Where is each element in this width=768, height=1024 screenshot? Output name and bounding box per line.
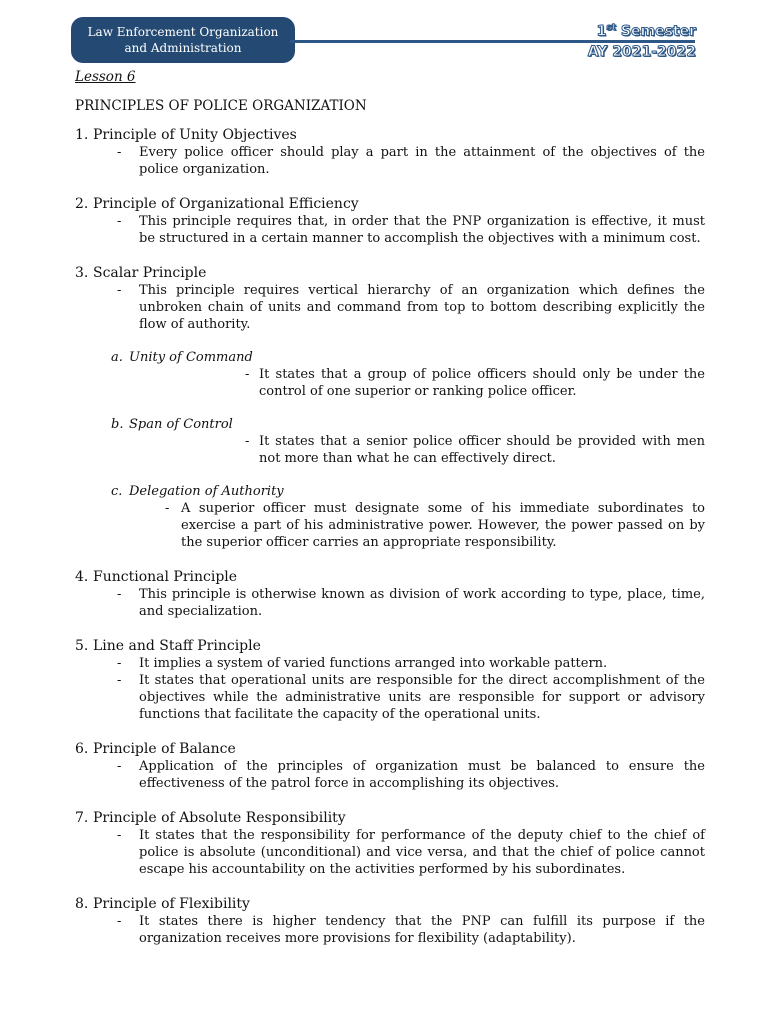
section-number: 6. [75, 741, 89, 757]
subsection-span-of-control [75, 416, 705, 467]
dash-marker: - [117, 145, 122, 160]
dash-marker: - [165, 501, 170, 516]
bullet-text: It states that operational units are responsible for the direct accomplishment of the objectives while the administrative units are responsible for support or advisory functions that facilitate the capacity of the operational units. [139, 673, 705, 722]
section-number: 3. [75, 265, 89, 281]
section-heading [75, 637, 705, 655]
section-number: 8. [75, 896, 89, 912]
dash-marker: - [117, 656, 122, 671]
section-number: 2. [75, 196, 89, 212]
academic-year: AY 2021-2022 [587, 44, 696, 60]
bullet-text: It states that a group of police officers should only be under the control of one superior or ranking police officer. [259, 367, 705, 399]
semester-number: 1 [596, 23, 607, 40]
bullet-text: It implies a system of varied functions arranged into workable pattern. [139, 656, 608, 671]
dash-marker: - [117, 214, 122, 229]
bullet-text: Every police officer should play a part in the attainment of the objectives of the police organization. [139, 145, 705, 177]
subsection-title: Span of Control [129, 417, 233, 432]
subsection-heading [111, 416, 705, 433]
bullet-item [75, 586, 705, 620]
dash-marker: - [117, 914, 122, 929]
section-title: Scalar Principle [93, 265, 207, 281]
section-6 [75, 740, 705, 792]
section-8 [75, 895, 705, 947]
section-heading [75, 568, 705, 586]
subsection-title: Delegation of Authority [129, 484, 284, 499]
section-number: 1. [75, 127, 89, 143]
subsection-heading [111, 483, 705, 500]
bullet-text: This principle requires that, in order that the PNP organization is effective, it must be structured in a certain manner to accomplish the objectives with a minimum cost. [139, 214, 705, 246]
section-heading [75, 126, 705, 144]
bullet-text: A superior officer must designate some of his immediate subordinates to exercise a part of his administrative power. However, the power passed on by the superior officer carries an appropriate responsibility. [181, 501, 705, 550]
section-5 [75, 637, 705, 723]
section-title: Principle of Organizational Efficiency [93, 196, 359, 212]
bullet-item [111, 500, 705, 551]
bullet-item [75, 213, 705, 247]
lesson-label: Lesson 6 [75, 69, 136, 85]
dash-marker: - [117, 759, 122, 774]
document-body [75, 126, 705, 964]
semester-suffix: st [606, 23, 617, 33]
bullet-text: It states there is higher tendency that the PNP can fulfill its purpose if the organization receives more provisions for flexibility (adaptability). [139, 914, 705, 946]
bullet-item [111, 366, 705, 400]
section-number: 7. [75, 810, 89, 826]
subsection-title: Unity of Command [129, 350, 253, 365]
subsection-letter: c. [111, 484, 123, 499]
section-title: Principle of Balance [93, 741, 236, 757]
section-2 [75, 195, 705, 247]
semester-label [597, 20, 696, 41]
dash-marker: - [117, 828, 122, 843]
bullet-item [75, 913, 705, 947]
dash-marker: - [245, 367, 250, 382]
bullet-item [111, 433, 705, 467]
section-3 [75, 264, 705, 551]
section-heading [75, 195, 705, 213]
subsection-delegation-of-authority [75, 483, 705, 551]
section-title: Principle of Unity Objectives [93, 127, 297, 143]
section-1 [75, 126, 705, 178]
bullet-text: Application of the principles of organization must be balanced to ensure the effectiveness of the patrol force in accomplishing its objectives. [139, 759, 705, 791]
bullet-text: This principle is otherwise known as division of work according to type, place, time, and specialization. [139, 587, 705, 619]
course-title-line1: Law Enforcement Organization [87, 25, 279, 39]
section-number: 4. [75, 569, 89, 585]
bullet-item [75, 144, 705, 178]
section-title: Principle of Flexibility [93, 896, 250, 912]
section-4 [75, 568, 705, 620]
dash-marker: - [117, 673, 122, 688]
section-heading [75, 809, 705, 827]
bullet-text: It states that the responsibility for performance of the deputy chief to the chief of police is absolute (unconditional) and vice versa, and that the chief of police cannot escape his accountability on the activities performed by his subordinates. [139, 828, 705, 877]
section-heading [75, 895, 705, 913]
course-title-banner [71, 17, 295, 63]
page-title: PRINCIPLES OF POLICE ORGANIZATION [75, 98, 367, 114]
section-7 [75, 809, 705, 878]
bullet-item [75, 655, 705, 672]
bullet-text: It states that a senior police officer should be provided with men not more than what he can effectively direct. [259, 434, 705, 466]
section-title: Line and Staff Principle [93, 638, 261, 654]
subsection-unity-of-command [75, 349, 705, 400]
subsection-letter: a. [111, 350, 123, 365]
bullet-item [75, 827, 705, 878]
subsection-heading [111, 349, 705, 366]
bullet-item [75, 282, 705, 333]
section-title: Principle of Absolute Responsibility [93, 810, 346, 826]
section-heading [75, 740, 705, 758]
bullet-item [75, 672, 705, 723]
dash-marker: - [245, 434, 250, 449]
bullet-text: This principle requires vertical hierarchy of an organization which defines the unbroken chain of units and command from top to bottom describing explicitly the flow of authority. [139, 283, 705, 332]
dash-marker: - [117, 587, 122, 602]
section-title: Functional Principle [93, 569, 238, 585]
course-title-line2: and Administration [124, 41, 242, 55]
bullet-item [75, 758, 705, 792]
subsection-letter: b. [111, 417, 124, 432]
section-number: 5. [75, 638, 89, 654]
dash-marker: - [117, 283, 122, 298]
semester-word: Semester [620, 23, 696, 40]
section-heading [75, 264, 705, 282]
